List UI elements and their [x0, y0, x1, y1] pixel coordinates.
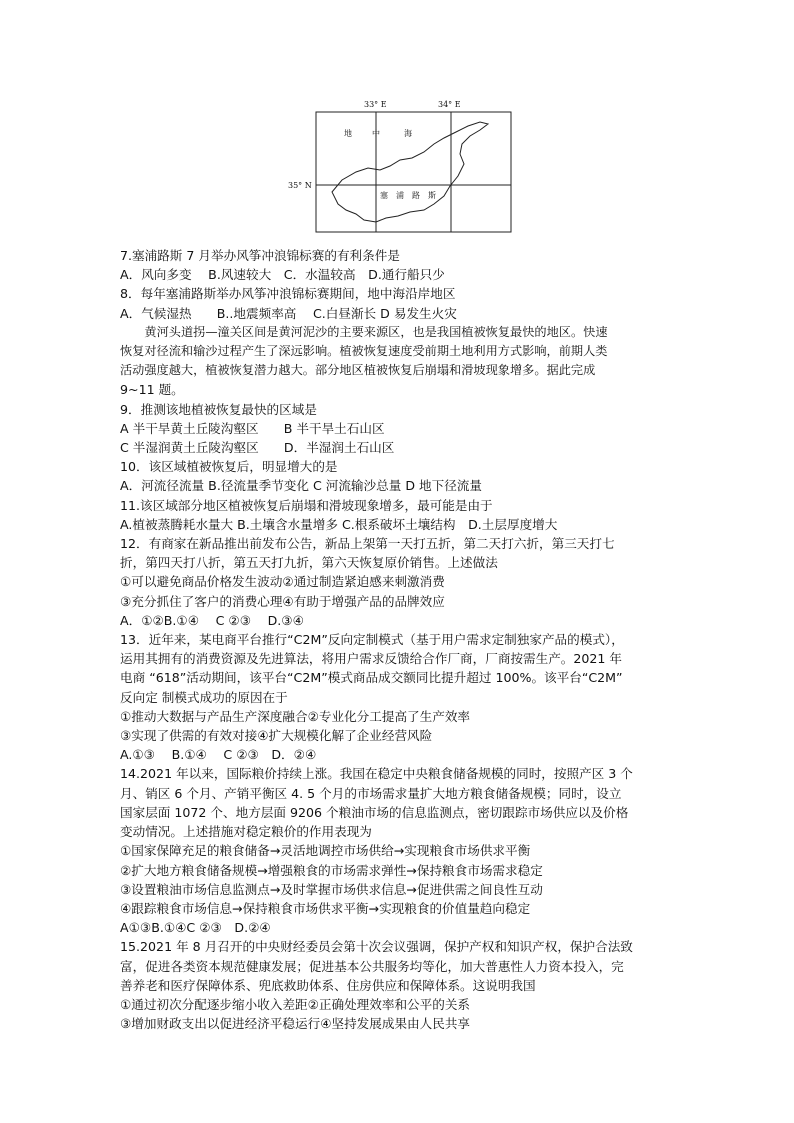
q14-stem-2: 月、销区 6 个月、产销平衡区 4. 5 个月的市场需求量扩大地方粮食储备规模；同时，设立 — [120, 785, 622, 801]
island-char-1: 塞 — [380, 191, 388, 200]
q13-stem-4: 反向定 制模式成功的原因在于 — [120, 689, 288, 705]
q12-item-1: ①可以避免商品价格发生波动②通过制造紧迫感来刺激消费 — [120, 574, 445, 590]
q12-stem-2: 折，第四天打八折，第五天打九折，第六天恢复原价销售。上述做法 — [120, 555, 498, 571]
cyprus-map — [284, 100, 522, 235]
lon-label-34: 34° E — [438, 100, 461, 109]
q9-stem: 9．推测该地植被恢复最快的区域是 — [120, 401, 317, 417]
q15-stem-1: 15.2021 年 8 月召开的中央财经委员会第十次会议强调，保护产权和知识产权，保护合法致 — [120, 939, 633, 955]
q12-options: A．①②B.①④ C ②③ D.③④ — [120, 612, 304, 628]
q15-item-2: ③增加财政支出以促进经济平稳运行④坚持发展成果由人民共享 — [120, 1016, 471, 1032]
q14-stem-4: 变动情况。上述措施对稳定粮价的作用表现为 — [120, 824, 372, 840]
q9-options-ab: A 半干旱黄土丘陵沟壑区 B 半干旱土石山区 — [120, 420, 385, 436]
q12-stem-1: 12．有商家在新品推出前发布公告，新品上架第一天打五折，第二天打六折，第三天打七 — [120, 536, 615, 552]
q14-item-3: ③设置粮油市场信息监测点→及时掌握市场供求信息→促进供需之间良性互动 — [120, 881, 543, 897]
question-content — [120, 246, 700, 1033]
q9-options-cd: C 半湿润黄土丘陵沟壑区 D．半湿润土石山区 — [120, 440, 395, 456]
q7-options: A．风向多变 B.风速较大 C．水温较高 D.通行船只少 — [120, 267, 445, 283]
passage-line-3: 活动强度越大，植被恢复潜力越大。部分地区植被恢复后崩塌和滑坡现象增多。据此完成 — [120, 363, 596, 378]
q8-options: A．气候湿热 B..地震频率高 C.白昼渐长 D 易发生火灾 — [120, 305, 457, 321]
sea-char-3: 海 — [404, 129, 412, 138]
q15-stem-2: 富，促进各类资本规范健康发展；促进基本公共服务均等化，加大普惠性人力资本投入，完 — [120, 958, 624, 974]
q13-stem-1: 13．近年来，某电商平台推行“C2M”反向定制模式（基于用户需求定制独家产品的模式）， — [120, 632, 624, 648]
q11-stem: 11.该区域部分地区植被恢复后崩塌和滑坡现象增多，最可能是由于 — [120, 497, 493, 513]
q15-item-1: ①通过初次分配逐步缩小收入差距②正确处理效率和公平的关系 — [120, 996, 471, 1012]
sea-char-2: 中 — [372, 129, 380, 138]
lon-label-33: 33° E — [364, 100, 387, 109]
lat-label-35: 35° N — [288, 181, 312, 190]
q11-options: A.植被蒸腾耗水量大 B.土壤含水量增多 C.根系破坏土壤结构 D.土层厚度增大 — [120, 516, 558, 532]
island-char-3: 路 — [412, 191, 420, 200]
q15-stem-3: 善养老和医疗保障体系、兜底救助体系、住房供应和保障体系。这说明我国 — [120, 977, 536, 993]
q13-options: A.①③ B.①④ C ②③ D．②④ — [120, 747, 317, 763]
sea-char-1: 地 — [344, 129, 352, 138]
q13-item-2: ③实现了供需的有效对接④扩大规模化解了企业经营风险 — [120, 728, 433, 744]
q13-stem-3: 电商 “618”活动期间，该平台“C2M”模式商品成交额同比提升超过 100%。该平台“C2M” — [120, 670, 623, 686]
q13-item-1: ①推动大数据与产品生产深度融合②专业化分工提高了生产效率 — [120, 708, 471, 724]
island-char-4: 斯 — [428, 191, 436, 200]
q14-item-1: ①国家保障充足的粮食储备→灵活地调控市场供给→实现粮食市场供求平衡 — [120, 843, 531, 859]
q14-item-4: ④跟踪粮食市场信息→保持粮食市场供求平衡→实现粮食的价值量趋向稳定 — [120, 900, 531, 916]
cyprus-map-svg — [284, 100, 522, 235]
passage-line-4: 9~11 题。 — [120, 382, 184, 398]
island-char-2: 浦 — [396, 191, 404, 200]
q10-stem: 10．该区域植被恢复后，明显增大的是 — [120, 459, 338, 475]
q12-item-2: ③充分抓住了客户的消费心理④有助于增强产品的品牌效应 — [120, 593, 445, 609]
q8-stem: 8．每年塞浦路斯举办风筝冲浪锦标赛期间，地中海沿岸地区 — [120, 286, 456, 302]
q10-options: A．河流径流量 B.径流量季节变化 C 河流输沙总量 D 地下径流量 — [120, 478, 483, 494]
passage-line-1: 黄河头道拐—潼关区间是黄河泥沙的主要来源区，也是我国植被恢复最快的地区。快速 — [144, 324, 608, 339]
q14-stem-1: 14.2021 年以来，国际粮价持续上涨。我国在稳定中央粮食储备规模的同时，按照产区 3 个 — [120, 766, 633, 782]
q7-stem: 7.塞浦路斯 7 月举办风筝冲浪锦标赛的有利条件是 — [120, 248, 400, 263]
passage-line-2: 恢复对径流和输沙过程产生了深远影响。植被恢复速度受前期土地利用方式影响，前期人类 — [120, 344, 608, 359]
q14-options: A①③B.①④C ②③ D.②④ — [120, 920, 271, 936]
q14-stem-3: 国家层面 1072 个、地方层面 9206 个粮油市场的信息监测点，密切跟踪市场供应以及价格 — [120, 804, 629, 820]
q13-stem-2: 运用其拥有的消费资源及先进算法，将用户需求反馈给合作厂商，厂商按需生产。2021 年 — [120, 651, 623, 667]
q14-item-2: ②扩大地方粮食储备规模→增强粮食的市场需求弹性→保持粮食市场需求稳定 — [120, 862, 543, 878]
